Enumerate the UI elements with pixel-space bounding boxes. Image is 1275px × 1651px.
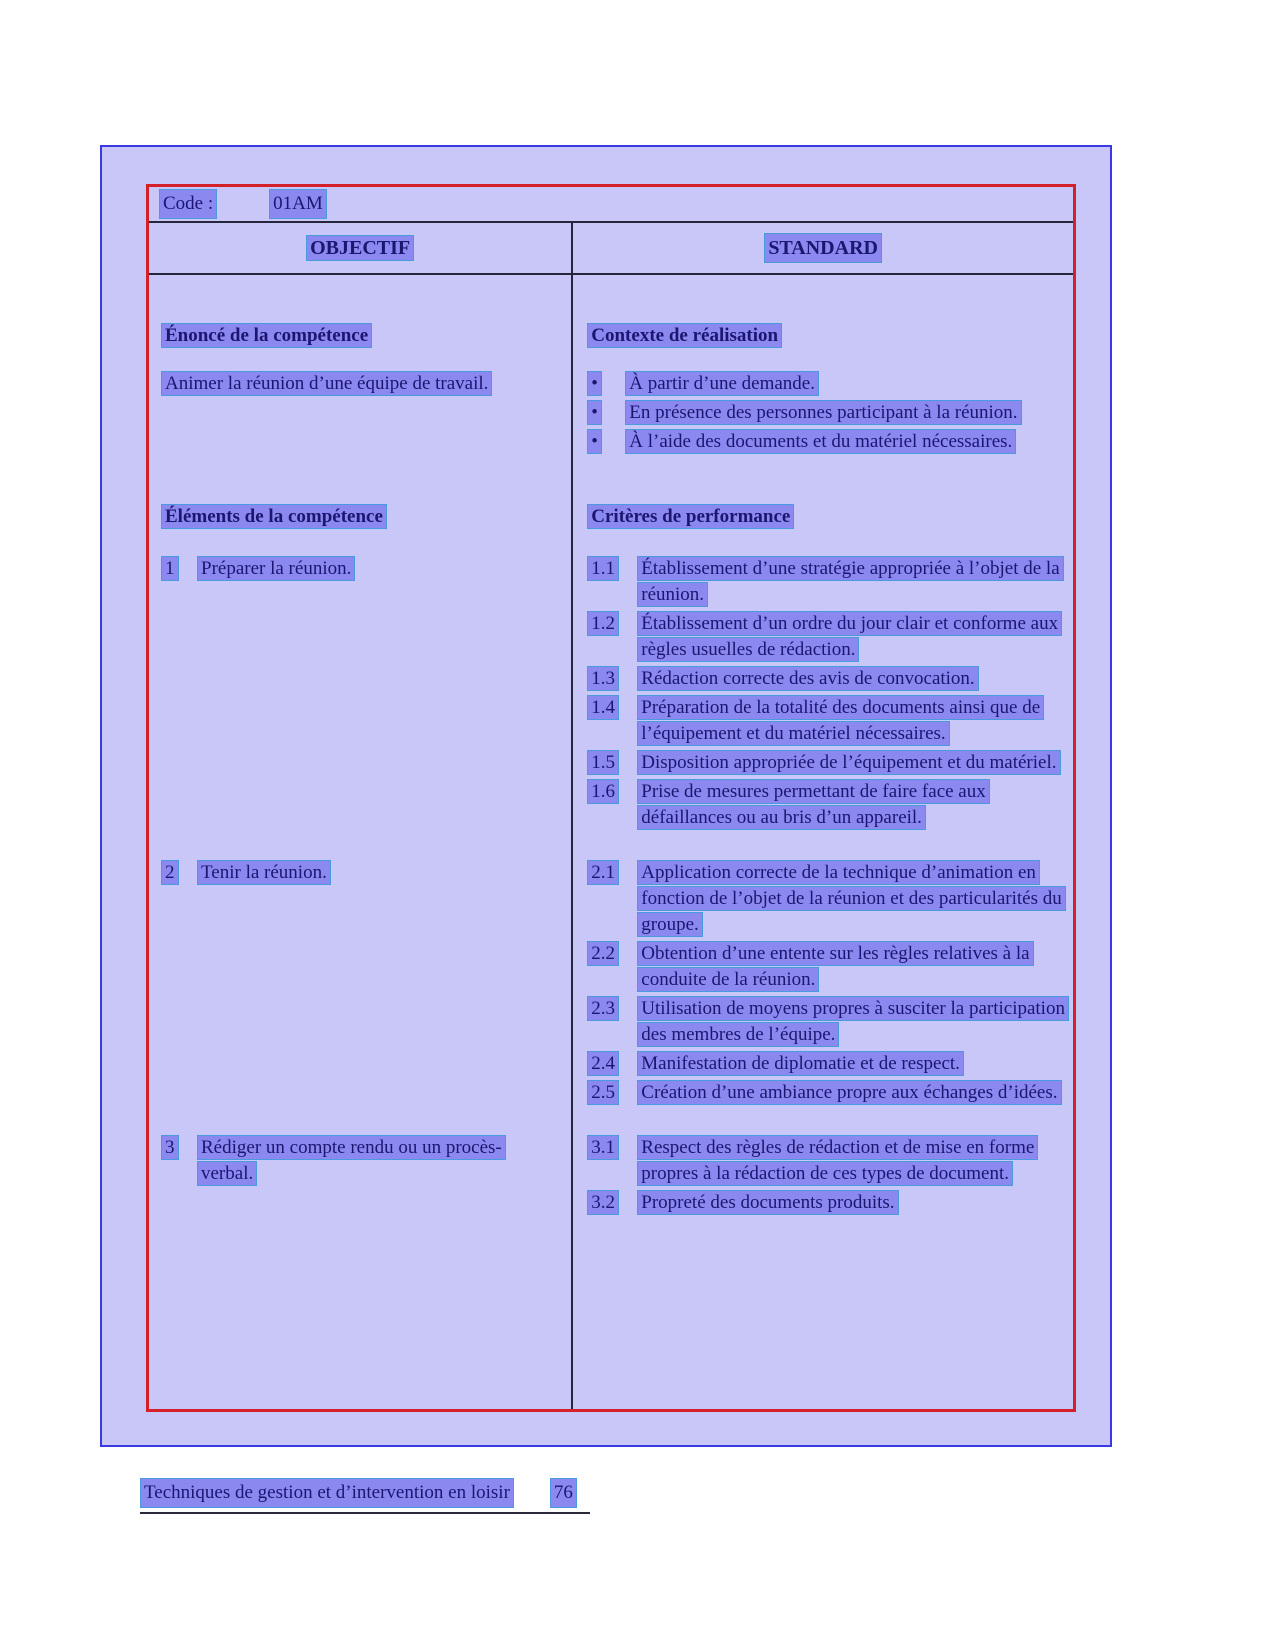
- bullet-icon: •: [587, 371, 602, 396]
- element-text: Préparer la réunion.: [197, 556, 355, 581]
- column-headers: [149, 223, 1073, 275]
- criterion-number: 2.2: [587, 941, 619, 966]
- criterion-text: Préparation de la totalité des documents ainsi que de l’équipement et du matériel nécessaires.: [637, 695, 1044, 746]
- criterion-text: Rédaction correcte des avis de convocation.: [637, 666, 978, 691]
- contexte-bullet-text: À partir d’une demande.: [625, 371, 819, 396]
- table-body: [149, 275, 1073, 1409]
- enonce-text: Animer la réunion d’une équipe de travail.: [161, 371, 492, 396]
- elements-title-cell: [149, 504, 571, 530]
- criterion-number: 2.1: [587, 860, 619, 885]
- competency-table: [146, 184, 1076, 1412]
- criterion-number: 1.1: [587, 556, 619, 581]
- objectif-header-cell: [149, 235, 571, 261]
- contexte-bullet-item: [587, 400, 1065, 426]
- criterion-text: Prise de mesures permettant de faire face aux défaillances ou au bris d’un appareil.: [637, 779, 989, 830]
- element-text: Rédiger un compte rendu ou un procès-verbal.: [197, 1135, 506, 1186]
- element-row-2: [149, 860, 1073, 1109]
- criterion-number: 3.2: [587, 1190, 619, 1215]
- code-label: Code :: [159, 189, 217, 219]
- contexte-title: Contexte de réalisation: [587, 323, 782, 348]
- contexte-bullet-item: [587, 429, 1065, 455]
- enonce-title-cell: [149, 323, 571, 349]
- code-row: [149, 187, 1073, 223]
- element-item: [161, 1135, 561, 1187]
- enonce-title: Énoncé de la compétence: [161, 323, 372, 348]
- criterion-text: Respect des règles de rédaction et de mise en forme propres à la rédaction de ces types de document.: [637, 1135, 1038, 1186]
- enonce-text-cell: [149, 371, 571, 458]
- section-titles-row-2: [149, 504, 1073, 530]
- element-item: [161, 556, 561, 582]
- criterion-text: Application correcte de la technique d’animation en fonction de l’objet de la réunion et des particularités du groupe.: [637, 860, 1066, 937]
- criterion-item: [587, 695, 1065, 747]
- document-area: [100, 145, 1112, 1447]
- criterion-text: Propreté des documents produits.: [637, 1190, 898, 1215]
- element-text: Tenir la réunion.: [197, 860, 331, 885]
- criterion-text: Utilisation de moyens propres à susciter la participation des membres de l’équipe.: [637, 996, 1069, 1047]
- element-number: 3: [161, 1135, 179, 1160]
- footer-text: Techniques de gestion et d’intervention en loisir: [140, 1478, 514, 1508]
- contexte-bullet-item: [587, 371, 1065, 397]
- page-footer: [140, 1478, 590, 1514]
- criterion-number: 2.4: [587, 1051, 619, 1076]
- criteres-title-cell: [571, 504, 1073, 530]
- criterion-text: Manifestation de diplomatie et de respect.: [637, 1051, 964, 1076]
- criterion-number: 1.6: [587, 779, 619, 804]
- criterion-number: 1.4: [587, 695, 619, 720]
- criterion-number: 1.3: [587, 666, 619, 691]
- element-number: 1: [161, 556, 179, 581]
- contexte-bullet-text: À l’aide des documents et du matériel nécessaires.: [625, 429, 1016, 454]
- section-titles-row-1: [149, 275, 1073, 349]
- criterion-item: [587, 779, 1065, 831]
- criterion-text: Disposition appropriée de l’équipement et du matériel.: [637, 750, 1060, 775]
- criterion-number: 3.1: [587, 1135, 619, 1160]
- criterion-item: [587, 556, 1065, 608]
- criterion-number: 1.2: [587, 611, 619, 636]
- bullet-icon: •: [587, 429, 602, 454]
- criterion-number: 1.5: [587, 750, 619, 775]
- contexte-bullet-text: En présence des personnes participant à la réunion.: [625, 400, 1021, 425]
- criterion-text: Création d’une ambiance propre aux échanges d’idées.: [637, 1080, 1061, 1105]
- enonce-context-row: [149, 371, 1073, 458]
- criterion-text: Établissement d’une stratégie appropriée à l’objet de la réunion.: [637, 556, 1063, 607]
- element-number: 2: [161, 860, 179, 885]
- code-value: 01AM: [269, 189, 327, 219]
- element-row-1: [149, 556, 1073, 834]
- criterion-item: [587, 1051, 1065, 1077]
- elements-title: Éléments de la compétence: [161, 504, 387, 529]
- criterion-item: [587, 1080, 1065, 1106]
- standard-header: STANDARD: [764, 233, 882, 263]
- contexte-title-cell: [571, 323, 1073, 349]
- bullet-icon: •: [587, 400, 602, 425]
- criterion-item: [587, 666, 1065, 692]
- element-item: [161, 860, 561, 886]
- page-number: 76: [550, 1478, 577, 1508]
- criterion-item: [587, 1190, 1065, 1216]
- criterion-number: 2.3: [587, 996, 619, 1021]
- criterion-item: [587, 860, 1065, 938]
- criterion-item: [587, 941, 1065, 993]
- criterion-item: [587, 996, 1065, 1048]
- column-divider: [571, 275, 573, 1409]
- contexte-bullets-cell: [571, 371, 1073, 458]
- criterion-text: Établissement d’un ordre du jour clair et conforme aux règles usuelles de rédaction.: [637, 611, 1062, 662]
- standard-header-cell: [571, 223, 1073, 273]
- criterion-item: [587, 611, 1065, 663]
- element-row-3: [149, 1135, 1073, 1219]
- criterion-number: 2.5: [587, 1080, 619, 1105]
- objectif-header: OBJECTIF: [306, 235, 414, 261]
- criterion-text: Obtention d’une entente sur les règles relatives à la conduite de la réunion.: [637, 941, 1033, 992]
- criterion-item: [587, 750, 1065, 776]
- criterion-item: [587, 1135, 1065, 1187]
- criteres-title: Critères de performance: [587, 504, 794, 529]
